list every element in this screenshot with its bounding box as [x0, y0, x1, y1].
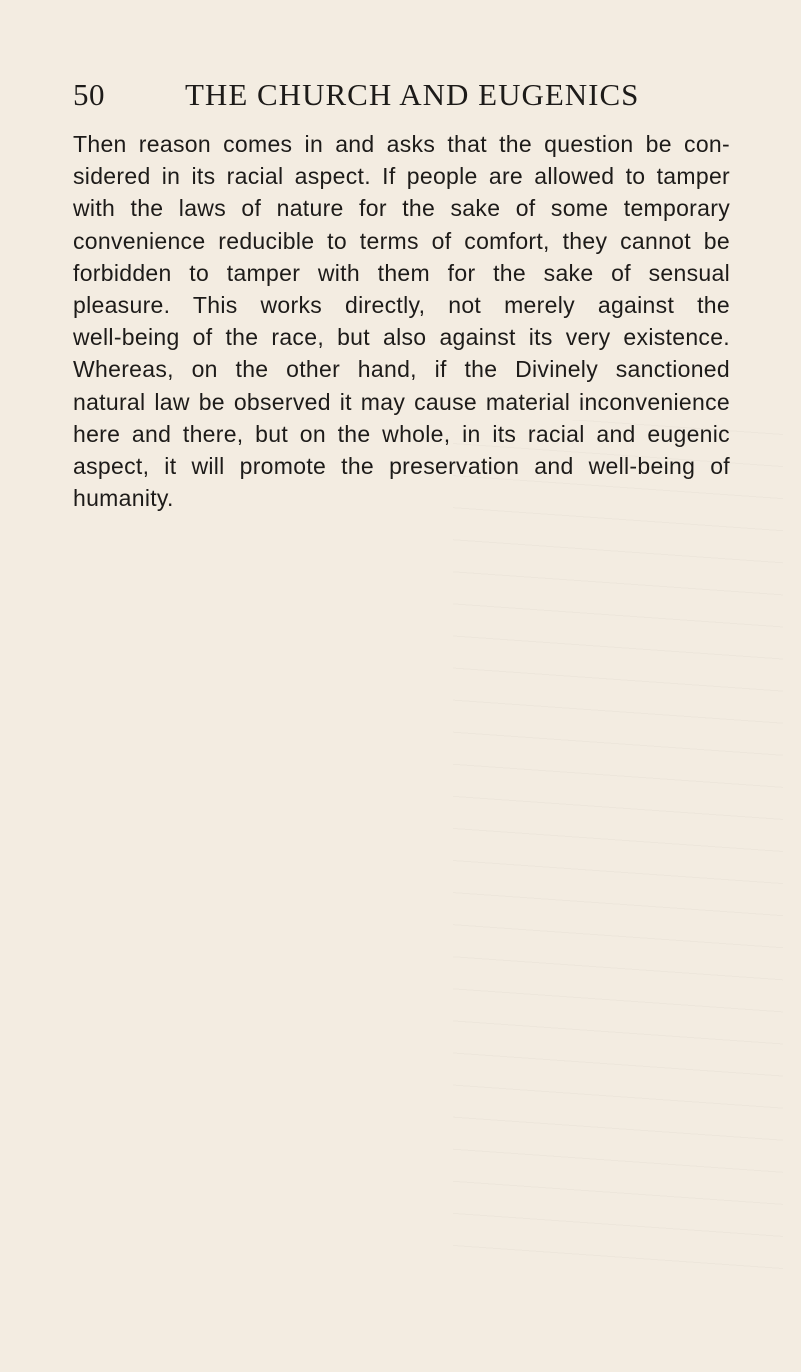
text-line: aspect, it will promote the preservation and well-being of: [73, 452, 730, 479]
body-paragraph: [73, 128, 730, 514]
show-through-texture: [453, 420, 783, 1270]
text-line: Whereas, on the other hand, if the Divinely sanctioned: [73, 356, 730, 383]
text-line: forbidden to tamper with them for the sake of sensual: [73, 259, 730, 286]
text-line: pleasure. This works directly, not merely against the: [73, 291, 730, 318]
text-line-last: humanity.: [73, 485, 174, 512]
text-line: sidered in its racial aspect. If people are allowed to tamper: [73, 163, 730, 190]
text-line: with the laws of nature for the sake of some temporary: [73, 195, 730, 222]
running-title: THE CHURCH AND EUGENICS: [185, 77, 640, 112]
text-line: natural law be observed it may cause material inconvenience: [73, 388, 730, 415]
text-line: well-being of the race, but also against its very existence.: [73, 324, 730, 351]
text-line: convenience reducible to terms of comfort, they cannot be: [73, 227, 730, 254]
text-line: Then reason comes in and asks that the question be con-: [73, 131, 730, 157]
running-head: [73, 72, 730, 120]
text-line: here and there, but on the whole, in its racial and eugenic: [73, 420, 730, 447]
page-number: 50: [73, 77, 105, 112]
